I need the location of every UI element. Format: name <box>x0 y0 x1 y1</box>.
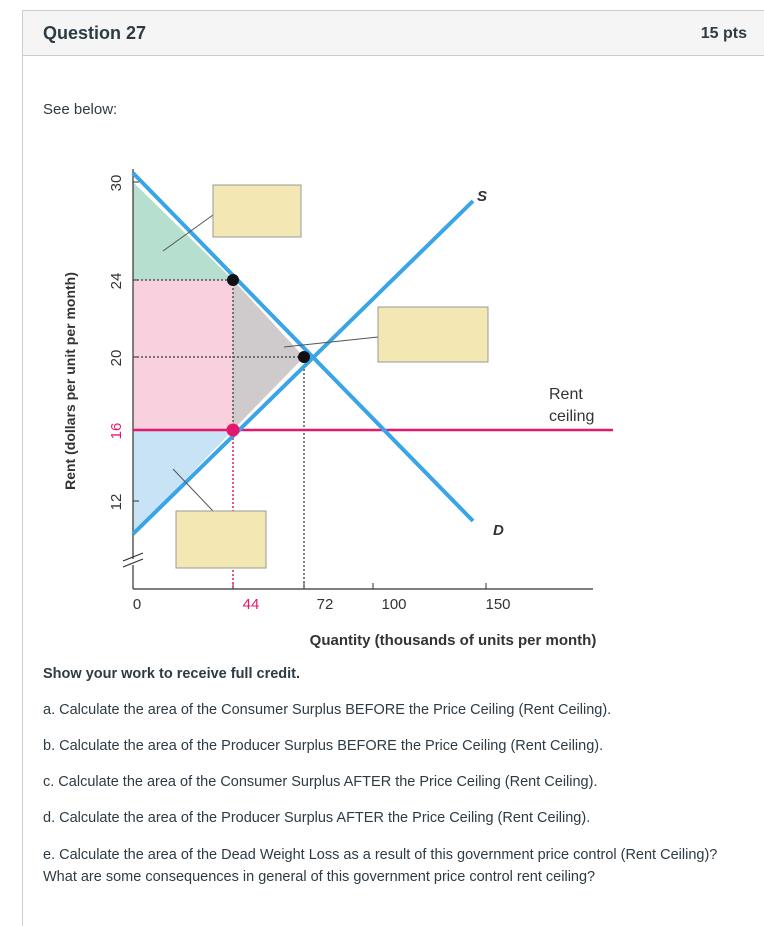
rent-ceiling-label-line2: ceiling <box>549 408 595 425</box>
x-tick-label: 150 <box>485 596 511 613</box>
show-work-note: Show your work to receive full credit. <box>43 666 301 682</box>
y-tick-label: 12 <box>108 493 125 511</box>
point-equilibrium <box>298 351 310 363</box>
deadweight-area <box>233 280 304 430</box>
transfer-area <box>133 280 233 430</box>
demand-label: D <box>493 522 504 539</box>
point-44-16 <box>227 424 240 437</box>
x-tick-label: 72 <box>316 596 334 613</box>
x-tick-label: 0 <box>132 596 142 613</box>
question-card <box>22 10 764 926</box>
question-title: Question 27 <box>43 23 147 43</box>
supply-label: S <box>477 188 488 205</box>
x-axis-label: Quantity (thousands of units per month) <box>309 632 597 649</box>
x-tick-label: 100 <box>381 596 407 613</box>
answer-box-deadweight[interactable] <box>378 307 488 362</box>
answer-box-producer[interactable] <box>176 511 266 568</box>
instruction-b: b. Calculate the area of the Producer Surplus BEFORE the Price Ceiling (Rent Ceiling). <box>43 738 604 754</box>
y-tick-label: 16 <box>108 422 125 440</box>
point-44-24 <box>227 274 239 286</box>
instruction-c: c. Calculate the area of the Consumer Surplus AFTER the Price Ceiling (Rent Ceiling). <box>43 774 598 790</box>
question-intro: See below: <box>43 101 118 118</box>
y-axis-label: Rent (dollars per unit per month) <box>62 272 78 490</box>
rent-ceiling-graph <box>53 151 633 651</box>
instruction-a: a. Calculate the area of the Consumer Surplus BEFORE the Price Ceiling (Rent Ceiling). <box>43 702 612 718</box>
question-header <box>23 11 764 56</box>
y-tick-label: 24 <box>108 272 125 290</box>
y-tick-label: 20 <box>108 349 125 367</box>
x-tick-label: 44 <box>242 596 260 613</box>
instruction-d: d. Calculate the area of the Producer Surplus AFTER the Price Ceiling (Rent Ceiling). <box>43 810 591 826</box>
question-points: 15 pts <box>700 25 747 42</box>
answer-box-consumer[interactable] <box>213 185 301 237</box>
instruction-e: e. Calculate the area of the Dead Weight Loss as a result of this government price control (Rent Ceiling)? What are some consequences in general of this government price control rent ceiling? <box>43 847 718 885</box>
rent-ceiling-label-line1: Rent <box>549 386 583 403</box>
y-tick-label: 30 <box>108 174 125 192</box>
